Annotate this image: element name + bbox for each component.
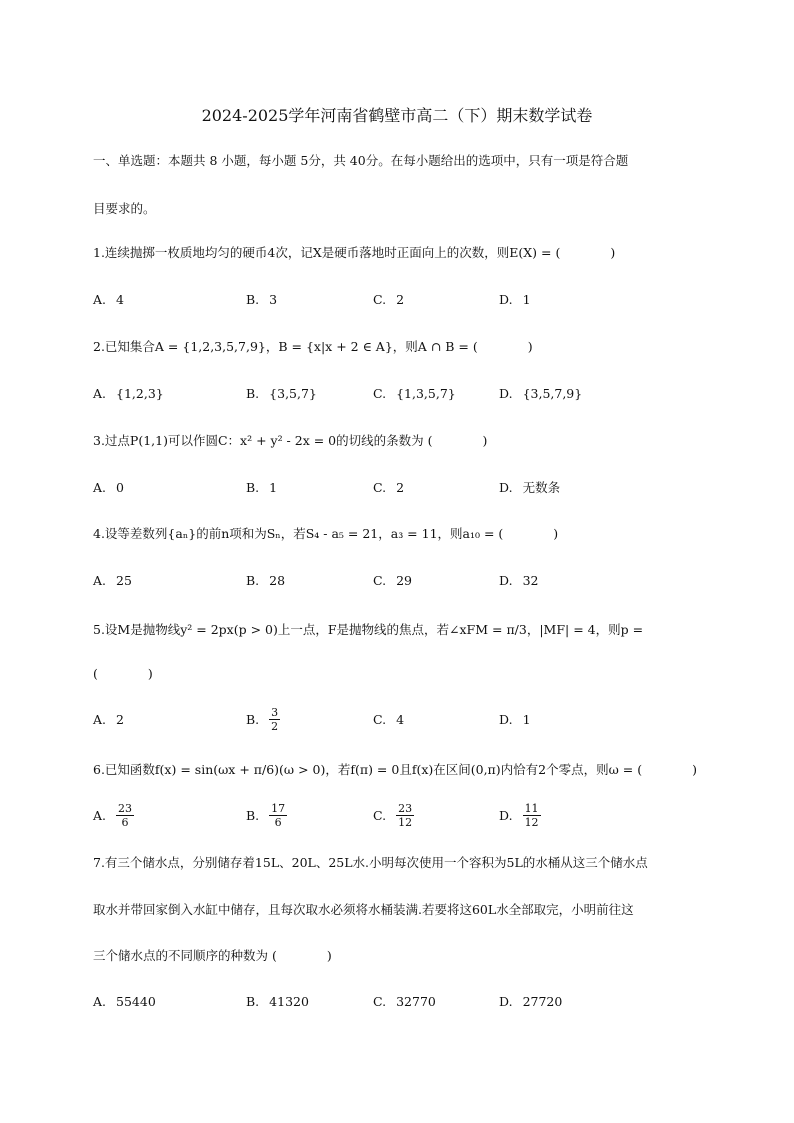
option-c: C. 2 bbox=[373, 292, 405, 307]
exam-title: 2024-2025学年河南省鹤壁市高二（下）期末数学试卷 bbox=[201, 106, 593, 125]
option-b: B. $\frac{17}{6}$ bbox=[246, 802, 286, 829]
option-c: C. {1,3,5,7} bbox=[373, 386, 456, 401]
option-c: C. 29 bbox=[373, 573, 412, 588]
question-4-stem: 4.设等差数列{aₙ}的前n项和为Sₙ，若S₄ - a₅ = 21，a₃ = 11，则a₁₀ = ( ) bbox=[93, 526, 559, 541]
option-a: A. {1,2,3} bbox=[93, 386, 164, 401]
question-5-stem-cont: ( ) bbox=[93, 666, 153, 681]
fraction: $\frac{3}{2}$ bbox=[271, 706, 279, 733]
option-b: B. 28 bbox=[246, 573, 286, 588]
option-d: D. {3,5,7,9} bbox=[499, 386, 583, 401]
question-2-options bbox=[93, 384, 713, 416]
option-a: A. $\frac{23}{6}$ bbox=[93, 802, 133, 829]
fraction: $\frac{23}{12}$ bbox=[398, 802, 413, 829]
question-4-options bbox=[93, 571, 713, 603]
option-d: D. $\frac{11}{12}$ bbox=[499, 802, 539, 829]
question-7-stem-cont: 取水并带回家倒入水缸中储存，且每次取水必须将水桶装满.若要将这60L水全部取完，小明前往这 bbox=[93, 902, 634, 917]
option-d: D. 32 bbox=[499, 573, 539, 588]
question-7-stem: 7.有三个储水点，分别储存着15L、20L、25L水.小明每次使用一个容积为5L的水桶从这三个储水点 bbox=[93, 855, 648, 870]
option-a: A. 2 bbox=[93, 712, 124, 727]
question-6-stem: 6.已知函数f(x) = sin(ωx + π/6)(ω > 0)，若f(π) = 0且f(x)在区间(0,π)内恰有2个零点，则ω = ( ) bbox=[93, 762, 697, 777]
option-b: B. {3,5,7} bbox=[246, 386, 317, 401]
question-5-stem: 5.设M是抛物线y² = 2px(p > 0)上一点，F是抛物线的焦点，若∠xFM = π/3，|MF| = 4，则p = bbox=[93, 622, 644, 637]
option-b: B. 41320 bbox=[246, 994, 309, 1009]
fraction: $\frac{11}{12}$ bbox=[524, 802, 539, 829]
option-d: D. 无数条 bbox=[499, 480, 561, 495]
option-d: D. 27720 bbox=[499, 994, 563, 1009]
option-c: C. 32770 bbox=[373, 994, 436, 1009]
question-2-stem: 2.已知集合A = {1,2,3,5,7,9}，B = {x|x + 2 ∈ A}，则A ∩ B = ( ) bbox=[93, 339, 533, 354]
question-7-stem-cont2: 三个储水点的不同顺序的种数为 ( ) bbox=[93, 948, 332, 963]
question-3-options bbox=[93, 478, 713, 510]
option-b: B. $\frac{3}{2}$ bbox=[246, 706, 279, 733]
question-3-stem: 3.过点P(1,1)可以作圆C：x² + y² - 2x = 0的切线的条数为 ( ) bbox=[93, 433, 488, 448]
option-a: A. 0 bbox=[93, 480, 124, 495]
question-1-options bbox=[93, 290, 713, 322]
section-heading-line1: 一、单选题：本题共 8 小题，每小题 5分，共 40分。在每小题给出的选项中，只有一项是符合题 bbox=[93, 153, 629, 168]
option-d: D. 1 bbox=[499, 712, 531, 727]
option-d: D. 1 bbox=[499, 292, 531, 307]
option-c: C. 2 bbox=[373, 480, 405, 495]
question-1-stem: 1.连续抛掷一枚质地均匀的硬币4次，记X是硬币落地时正面向上的次数，则E(X) = ( ) bbox=[93, 245, 616, 260]
question-6-options bbox=[93, 802, 713, 834]
fraction: $\frac{23}{6}$ bbox=[118, 802, 133, 829]
option-a: A. 25 bbox=[93, 573, 132, 588]
option-b: B. 3 bbox=[246, 292, 278, 307]
option-c: C. 4 bbox=[373, 712, 405, 727]
option-c: C. $\frac{23}{12}$ bbox=[373, 802, 413, 829]
fraction: $\frac{17}{6}$ bbox=[271, 802, 286, 829]
option-a: A. 4 bbox=[93, 292, 124, 307]
section-heading-line2: 目要求的。 bbox=[93, 201, 156, 216]
question-5-options bbox=[93, 706, 713, 742]
question-7-options bbox=[93, 992, 713, 1024]
option-a: A. 55440 bbox=[93, 994, 156, 1009]
option-b: B. 1 bbox=[246, 480, 278, 495]
